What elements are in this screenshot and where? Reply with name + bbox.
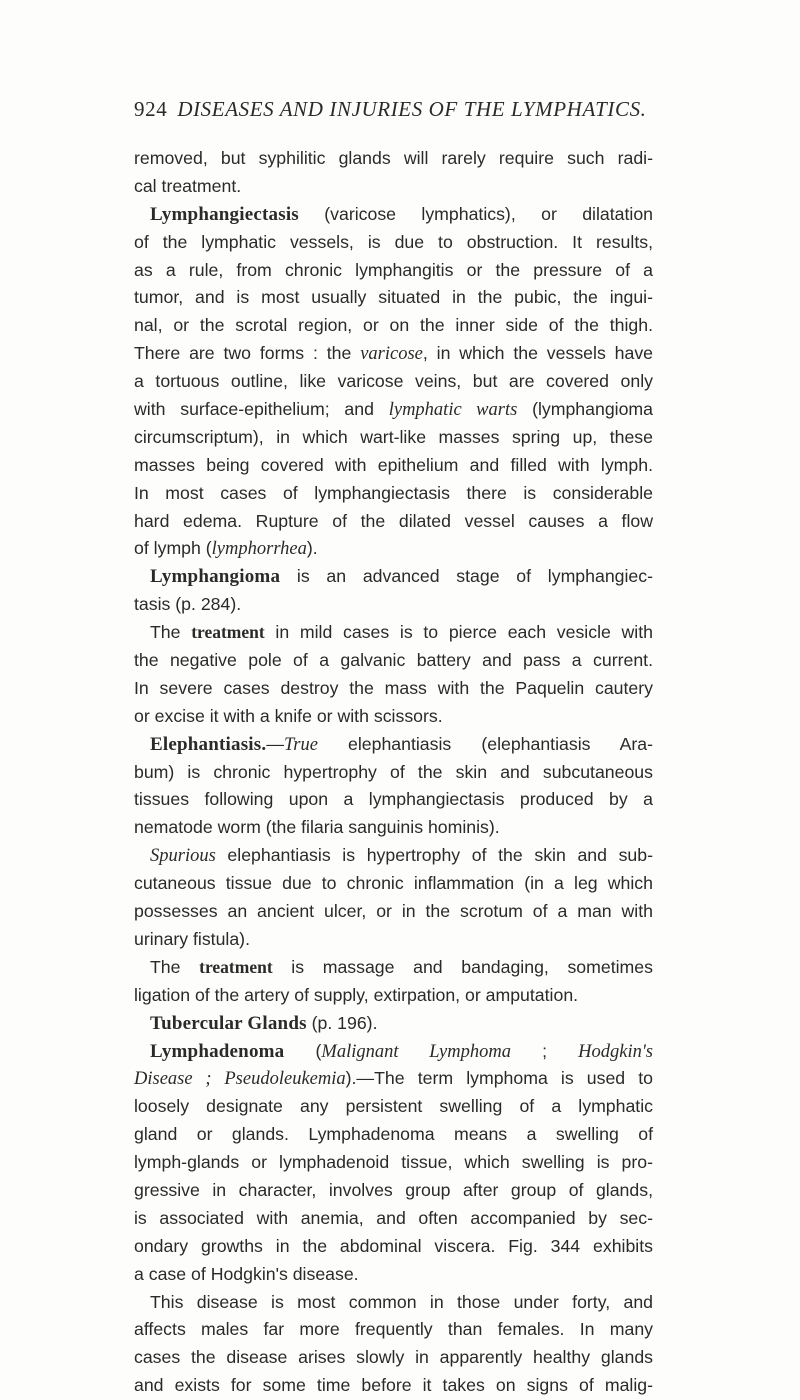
text-line: The treatment in mild cases is to pierce each vesicle with <box>150 622 653 643</box>
text-line: In most cases of lymphangiectasis there is considerable <box>134 482 653 503</box>
text-line: bum) is chronic hypertrophy of the skin and subcutaneous <box>134 761 653 782</box>
text-line: of the lymphatic vessels, is due to obstruction. It results, <box>134 231 653 252</box>
section-heading: Tubercular Glands <box>150 1012 307 1034</box>
text-line: as a rule, from chronic lymphangitis or the pressure of a <box>134 259 653 280</box>
text-line: nal, or the scrotal region, or on the inner side of the thigh. <box>134 315 653 336</box>
text-line: a case of Hodgkin's disease. <box>134 1263 359 1284</box>
text-line: gland or glands. Lymphadenoma means a swelling of <box>134 1124 653 1145</box>
text-line: masses being covered with epithelium and filled with lymph. <box>134 454 653 475</box>
text-line: The treatment is massage and bandaging, sometimes <box>150 956 653 977</box>
text-line: ondary growths in the abdominal viscera. Fig. 344 exhibits <box>134 1235 653 1256</box>
section-tubercular-glands: Tubercular Glands (p. 196). <box>150 1012 378 1034</box>
text-line: circumscriptum), in which wart-like masses spring up, these <box>134 426 653 447</box>
text-line: loosely designate any persistent swelling of a lymphatic <box>134 1096 653 1117</box>
text-line: urinary fistula). <box>134 928 250 949</box>
text-line: tasis (p. 284). <box>134 594 242 615</box>
section-lymphangioma: Lymphangioma is an advanced stage of lymphangiec- <box>150 566 653 588</box>
text-line: and exists for some time before it takes on signs of malig- <box>134 1375 653 1396</box>
section-lymphangiectasis: Lymphangiectasis (varicose lymphatics), or dilatation <box>150 203 653 225</box>
section-heading: Lymphangioma <box>150 566 281 588</box>
section-lymphadenoma: Lymphadenoma (Malignant Lymphoma ; Hodgkin's <box>150 1040 654 1062</box>
running-title: DISEASES AND INJURIES OF THE LYMPHATICS. <box>177 97 647 121</box>
text-line: nematode worm (the filaria sanguinis hominis). <box>134 817 500 838</box>
text-line: gressive in character, involves group after group of glands, <box>134 1179 653 1200</box>
text-line: with surface-epithelium; and lymphatic warts (lymphangioma <box>134 399 653 421</box>
text-line: Spurious elephantiasis is hypertrophy of the skin and sub- <box>150 845 653 867</box>
running-head <box>134 97 694 122</box>
section-heading: Elephantiasis. <box>150 733 267 755</box>
text-line: In severe cases destroy the mass with the Paquelin cautery <box>134 677 653 698</box>
text-line: the negative pole of a galvanic battery and pass a current. <box>134 650 653 671</box>
text-line: a tortuous outline, like varicose veins, but are covered only <box>134 371 653 392</box>
text-line: tissues following upon a lymphangiectasis produced by a <box>134 789 653 810</box>
text-line: affects males far more frequently than females. In many <box>134 1319 653 1340</box>
text-line: lymph-glands or lymphadenoid tissue, which swelling is pro- <box>134 1152 653 1173</box>
text-line: possesses an ancient ulcer, or in the scrotum of a man with <box>134 901 653 922</box>
text-line: tumor, and is most usually situated in the pubic, the ingui- <box>134 287 653 308</box>
text-line: This disease is most common in those under forty, and <box>150 1291 653 1312</box>
text-line: ligation of the artery of supply, extirpation, or amputation. <box>134 984 579 1005</box>
section-heading: Lymphangiectasis <box>150 203 299 225</box>
text-line: cases the disease arises slowly in apparently healthy glands <box>134 1347 653 1368</box>
section-heading: Lymphadenoma <box>150 1040 285 1062</box>
page-number: 924 <box>134 97 168 121</box>
body-text <box>134 145 653 1400</box>
section-elephantiasis: Elephantiasis.—True elephantiasis (elephantiasis Ara- <box>150 733 653 755</box>
text-line: of lymph (lymphorrhea). <box>134 538 318 560</box>
text-line: or excise it with a knife or with scissors. <box>134 705 443 726</box>
text-line: There are two forms : the varicose, in which the vessels have <box>134 343 653 365</box>
text-line: is associated with anemia, and often accompanied by sec- <box>134 1207 653 1228</box>
text-line: hard edema. Rupture of the dilated vessel causes a flow <box>134 510 653 531</box>
text-line: cal treatment. <box>134 175 242 196</box>
text-line: removed, but syphilitic glands will rarely require such radi- <box>134 148 653 168</box>
text-line: cutaneous tissue due to chronic inflammation (in a leg which <box>134 873 653 894</box>
text-line: Disease ; Pseudoleukemia).—The term lymphoma is used to <box>134 1068 654 1090</box>
